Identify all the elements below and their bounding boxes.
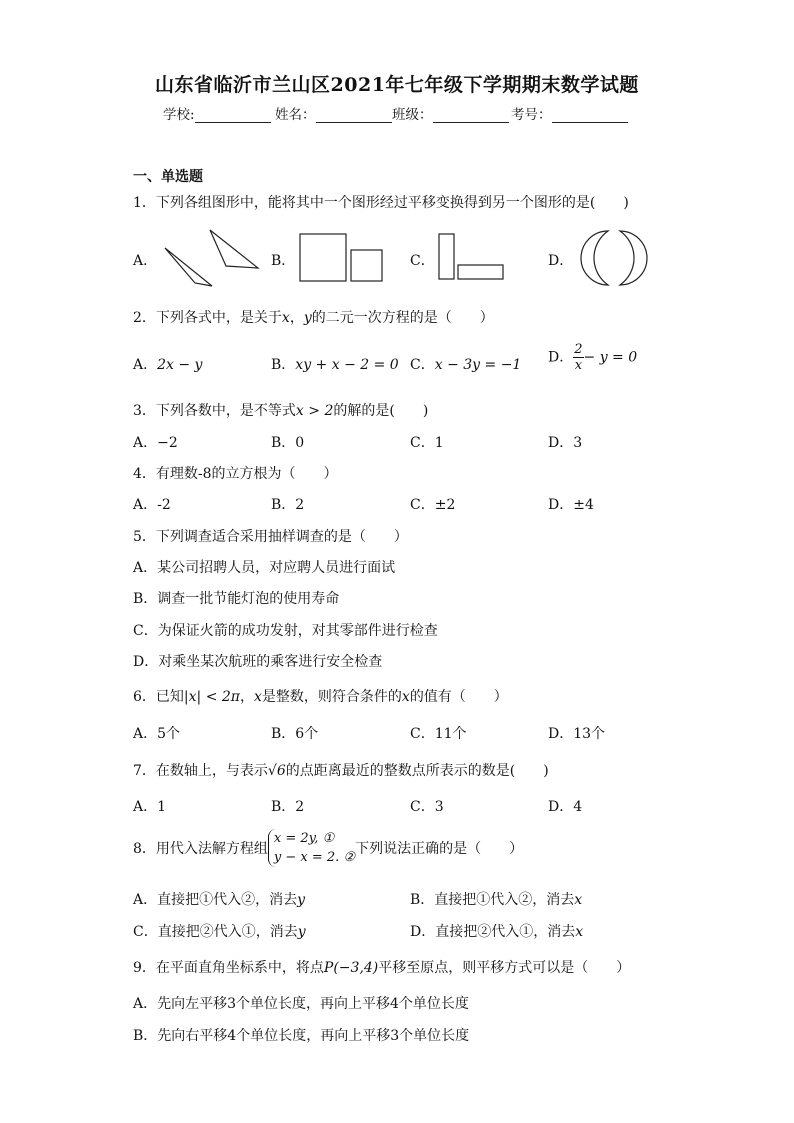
question-4-stem: 4．有理数-8的立方根为（ ） [133,466,338,482]
q5-option-d[interactable]: D．对乘坐某次航班的乘客进行安全检查 [133,654,383,670]
q2-option-b[interactable] [271,354,399,374]
option-expression: 2x − y [157,357,203,373]
option-text: C．直接把②代入①，消去 [133,924,298,940]
q8-stem-text-end: 下列说法正确的是（ ） [355,841,524,857]
section-heading: 一、单选题 [133,169,203,185]
square-root-6: √6 [267,763,286,779]
school-blank[interactable] [195,108,271,123]
option-expression: x − 3y = −1 [434,357,522,373]
page-title: 山东省临沂市兰山区2021年七年级下学期期末数学试题 [155,74,639,96]
large-square-shape [300,234,346,281]
question-5-stem: 5．下列调查适合采用抽样调查的是（ ） [133,529,408,545]
name-label: 姓名： [275,107,316,123]
question-2-stem [133,307,494,327]
q6-stem-text: 6．已知 [133,689,184,705]
q8-stem-text: 8．用代入法解方程组 [133,841,268,857]
vertical-rectangle-shape [439,234,454,279]
horizontal-rectangle-shape [458,265,503,279]
option-expression: xy + x − 2 = 0 [295,357,399,373]
fraction-denominator: x [574,358,583,373]
option-text: D．直接把②代入①，消去 [410,924,576,940]
q2-option-d[interactable] [548,342,637,373]
q3-option-b[interactable]: B．0 [271,435,305,451]
option-text: A．直接把①代入②，消去 [133,892,298,908]
q8-option-c[interactable] [133,921,306,941]
variable-y: y [297,892,306,908]
q4-option-d[interactable]: D．±4 [548,497,594,513]
triangle-shape [165,248,212,286]
number-label: 考号： [511,107,552,123]
fraction-numerator: 2 [574,342,583,357]
q1-option-c-rectangles-figure [436,232,508,282]
q3-option-a[interactable]: A．−2 [133,435,178,451]
q9-option-b[interactable]: B．先向右平移4个单位长度，再向上平移3个单位长度 [133,1028,470,1044]
q8-option-a[interactable] [133,889,305,909]
equation-2: y − x = 2. ② [273,850,356,865]
q8-option-d[interactable] [410,921,583,941]
q4-option-a[interactable]: A．-2 [133,497,171,513]
q5-option-b[interactable]: B．调查一批节能灯泡的使用寿命 [133,591,340,607]
q1-option-c-label[interactable]: C． [410,253,435,269]
q6-comma: ， [240,689,254,705]
option-expression: − y = 0 [583,349,638,366]
number-field[interactable] [511,103,628,123]
q9-stem-text: 9．在平面直角坐标系中，将点 [133,960,324,976]
q2-option-c[interactable] [410,354,521,374]
q1-option-b-squares-figure [298,232,386,284]
variable-x: x [574,892,583,908]
q7-option-c[interactable]: C．3 [410,799,444,815]
q7-option-d[interactable]: D．4 [548,799,583,815]
q3-stem-text: 3．下列各数中，是不等式 [133,403,296,419]
q6-stem-text-end: 的值有（ ） [409,689,508,705]
question-1-stem: 1．下列各组图形中，能将其中一个图形经过平移变换得到另一个图形的是( ) [133,195,629,211]
q3-option-d[interactable]: D．3 [548,435,583,451]
point-p: P(−3,4) [323,960,379,976]
q7-option-b[interactable]: B．2 [271,799,305,815]
q6-stem-text-mid: 是整数，则符合条件的 [261,689,402,705]
name-field[interactable] [275,103,392,123]
right-crescent-shape [620,231,647,285]
q2-stem-text-end: 的二元一次方程的是（ ） [311,310,494,326]
q2-comma: ， [289,310,304,326]
question-8-stem [133,829,523,867]
school-field[interactable] [163,103,271,123]
question-7-stem [133,760,549,780]
class-label: 班级： [392,107,433,123]
fraction [573,342,583,373]
q9-option-a[interactable]: A．先向左平移3个单位长度，再向上平移4个单位长度 [133,996,469,1012]
question-3-stem [133,400,428,420]
q6-option-c[interactable]: C．11个 [410,726,467,742]
q1-option-b-label[interactable]: B． [271,253,296,269]
option-label: A． [133,357,158,373]
question-9-stem [133,957,630,977]
variable-x: x [281,310,290,326]
equation-1: x = 2y, ① [273,831,335,846]
q4-option-b[interactable]: B．2 [271,497,305,513]
q1-option-d-label[interactable]: D． [548,253,574,269]
q1-option-a-triangles-figure [160,228,260,290]
option-label: C． [410,357,435,373]
name-blank[interactable] [316,108,392,123]
q7-stem-text-end: 的点距离最近的整数点所表示的数是( ) [285,763,549,779]
variable-y: y [297,924,306,940]
variable-x: x [254,689,262,705]
variable-x: x [401,689,410,705]
number-blank[interactable] [552,108,628,123]
equation-system [268,829,355,867]
left-crescent-shape [581,231,608,285]
q9-stem-text-end: 平移至原点，则平移方式可以是（ ） [378,960,631,976]
absolute-value-condition: |x| < 2π [183,689,240,705]
small-square-shape [351,250,382,281]
q6-option-a[interactable]: A．5个 [133,726,181,742]
q6-option-d[interactable]: D．13个 [548,726,606,742]
triangle-shape [210,230,258,268]
q8-option-b[interactable] [410,889,582,909]
q5-option-c[interactable]: C．为保证火箭的成功发射，对其零部件进行检查 [133,623,438,639]
q1-option-a-label[interactable]: A． [133,253,158,269]
q3-stem-text-end: 的解的是( ) [333,403,429,419]
q4-option-c[interactable]: C．±2 [410,497,456,513]
option-label: B． [271,357,296,373]
q2-stem-text: 2．下列各式中，是关于 [133,310,282,326]
class-field[interactable] [392,103,509,123]
option-label: D． [548,349,574,366]
q2-option-a[interactable] [133,354,202,374]
school-label: 学校: [163,107,195,123]
q5-option-a[interactable]: A．某公司招聘人员，对应聘人员进行面试 [133,560,396,576]
q1-option-d-crescents-figure [578,228,650,288]
inequality: x > 2 [295,403,334,419]
q3-option-c[interactable]: C．1 [410,435,444,451]
class-blank[interactable] [433,108,509,123]
variable-x: x [575,924,584,940]
variable-y: y [303,310,312,326]
q6-option-b[interactable]: B．6个 [271,726,319,742]
q7-option-a[interactable]: A．1 [133,799,167,815]
q7-stem-text: 7．在数轴上，与表示 [133,763,268,779]
question-6-stem [133,686,508,706]
option-text: B．直接把①代入②，消去 [410,892,575,908]
